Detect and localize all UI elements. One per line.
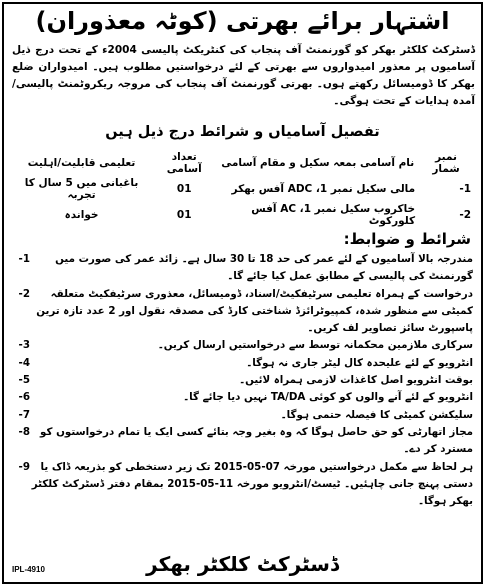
- rule-item: [12, 355, 473, 372]
- row-qualification: خواندہ: [64, 209, 99, 221]
- header-qualification: تعلیمی قابلیت/اہلیت: [27, 157, 136, 169]
- intro-paragraph: ڈسٹرکٹ کلکٹر بھکر کو گورنمنٹ آف پنجاب کی کنٹریکٹ پالیسی 2004ء کے تحت درج ذیل آسامیوں پر معذور امیدواروں سے بھرتی کے لئے درخواستیں مطلوب ہیں۔ امیدواران ضلع بھکر کا ڈومیسائل رکھتے ہوں۔ بھرتی گورنمنٹ آف پنجاب کی مروجہ ریکروٹمنٹ پالیسی/آمدہ ہدایات کے تحت ہوگی۔: [12, 44, 476, 107]
- row-count: 01: [176, 183, 192, 195]
- rule-number: 4-: [18, 356, 30, 369]
- rules-heading: شرائط و ضوابط:: [343, 230, 471, 248]
- rule-number: 9-: [18, 460, 30, 473]
- rule-item: [12, 407, 473, 424]
- rule-item: [12, 251, 473, 286]
- table-header-row: [12, 150, 474, 176]
- rule-number: 7-: [18, 408, 30, 421]
- advertisement: [2, 2, 483, 584]
- rule-number: 5-: [18, 374, 30, 387]
- row-qualification: باغبانی میں 5 سال کا تجربہ: [24, 177, 139, 201]
- posts-table: [12, 150, 474, 228]
- row-post: مالی سکیل نمبر 1، ADC آفس بھکر: [231, 183, 416, 195]
- rule-text: سرکاری ملازمین محکمانہ توسط سے درخواستیں ارسال کریں۔: [157, 339, 473, 352]
- table-row: [12, 176, 474, 202]
- rule-number: 8-: [18, 425, 30, 438]
- row-serial: 2-: [459, 209, 471, 221]
- rule-text: بوقت انٹرویو اصل کاغذات لازمی ہمراہ لائیں۔: [239, 374, 473, 387]
- rule-item: [12, 424, 473, 459]
- headline: اشتہار برائے بھرتی (کوٹہ معذوران): [35, 7, 450, 35]
- signature-block: ڈسٹرکٹ کلکٹر بھکر: [146, 552, 339, 576]
- posts-subheading: تفصیل آسامیاں و شرائط درج ذیل ہیں: [105, 124, 380, 140]
- rule-text: انٹرویو کے لئے علیحدہ کال لیٹر جاری نہ ہوگا۔: [246, 356, 473, 369]
- rule-item: [12, 459, 473, 511]
- header-serial: نمبر شمار: [432, 151, 460, 175]
- rule-text: سلیکشن کمیٹی کا فیصلہ حتمی ہوگا۔: [280, 408, 473, 421]
- rule-number: 6-: [18, 391, 30, 404]
- rule-number: 2-: [18, 287, 30, 300]
- row-serial: 1-: [459, 183, 471, 195]
- rule-text: مجاز اتھارٹی کو حق حاصل ہوگا کہ وہ بغیر وجہ بتائے کسی ایک یا تمام درخواستوں کو مسترد کر دے۔: [40, 425, 473, 456]
- rule-number: 1-: [18, 253, 30, 265]
- rule-item: [12, 286, 473, 338]
- rule-text: ہر لحاظ سے مکمل درخواستیں مورخہ 07-05-2015 تک زیر دستخطی کو بذریعہ ڈاک یا دستی پہنچ جانی چاہئیں۔ ٹیسٹ/انٹرویو مورخہ 11-05-2015 بمقام دفتر ڈسٹرکٹ کلکٹر بھکر ہوگا۔: [31, 460, 473, 508]
- row-post: خاکروب سکیل نمبر 1، AC آفس کلورکوٹ: [251, 203, 416, 227]
- rule-text: مندرجہ بالا آسامیوں کے لئے عمر کی حد 18 تا 30 سال ہے۔ زائد عمر کی صورت میں گورنمنٹ کی پالیسی کے مطابق عمل کیا جائے گا۔: [55, 253, 473, 283]
- header-count: تعداد آسامی: [166, 151, 202, 175]
- row-count: 01: [176, 209, 192, 221]
- table-row: [12, 202, 474, 228]
- rule-item: [12, 389, 473, 406]
- rule-item: [12, 337, 473, 354]
- rule-number: 3-: [18, 339, 30, 352]
- rule-text: انٹرویو کے لئے آنے والوں کو کوئی TA/DA نہیں دیا جائے گا۔: [183, 391, 473, 404]
- rule-text: درخواست کے ہمراہ تعلیمی سرٹیفکیٹ/اسناد، ڈومیسائل، معذوری سرٹیفکیٹ متعلقہ کمیٹی سے منظور شدہ، کمپیوٹرائزڈ شناختی کارڈ کی مصدقہ نقول اور 2 عدد تازہ ترین پاسپورٹ سائز تصاویر لف کریں۔: [36, 287, 473, 335]
- reference-number: IPL-4910: [12, 565, 45, 574]
- header-post: نام آسامی بمعہ سکیل و مقام آسامی: [221, 157, 415, 169]
- rule-item: [12, 372, 473, 389]
- rules-list: [12, 251, 473, 510]
